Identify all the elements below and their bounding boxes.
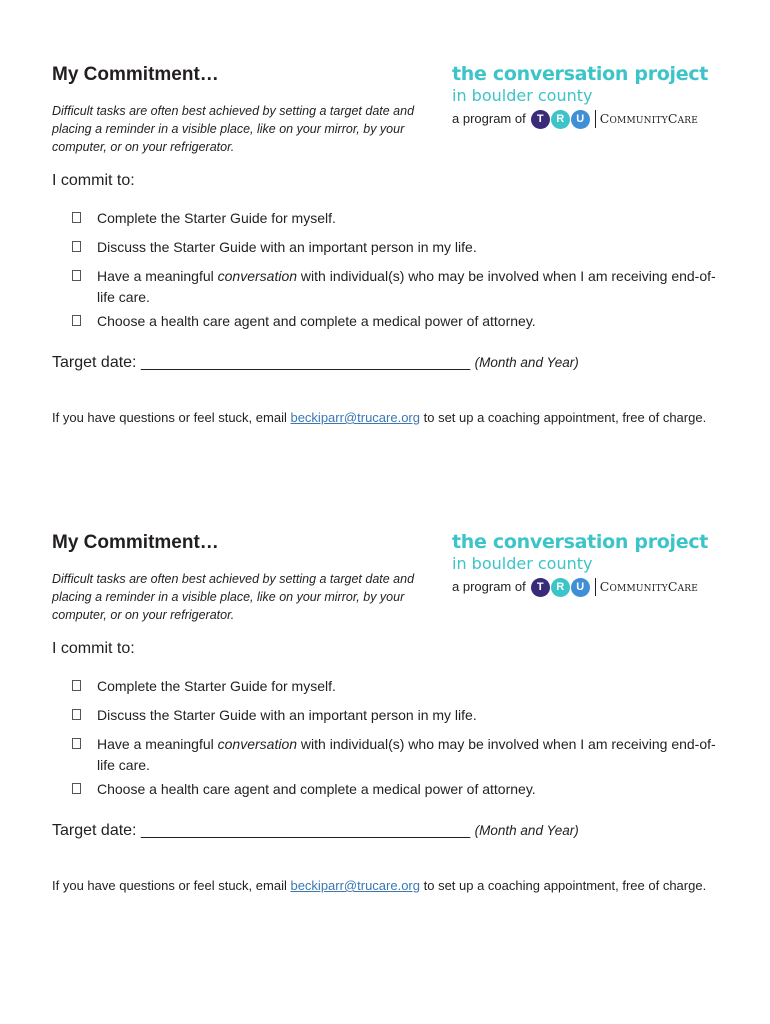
commitment-item-text: Complete the Starter Guide for myself.	[97, 210, 336, 226]
tru-badge-t-icon: T	[531, 110, 550, 129]
section-title: My Commitment…	[52, 64, 219, 85]
commitment-item	[72, 208, 722, 229]
section-title: My Commitment…	[52, 532, 219, 553]
checkbox-icon[interactable]	[72, 212, 81, 223]
intro-text: Difficult tasks are often best achieved by setting a target date and placing a reminder in a visible place, like on your mirror, by your computer, or on your refrigerator.	[52, 104, 415, 154]
contact-line	[52, 878, 706, 893]
target-date-label: Target date:	[52, 354, 137, 371]
commitment-item	[72, 705, 722, 726]
conversation-project-logo	[452, 62, 752, 129]
logo-title: the conversation project	[452, 531, 709, 553]
logo-subtitle: in boulder county	[452, 554, 593, 573]
intro-text: Difficult tasks are often best achieved by setting a target date and placing a reminder in a visible place, like on your mirror, by your computer, or on your refrigerator.	[52, 572, 415, 622]
commitment-item-text: Have a meaningful	[97, 268, 218, 284]
commitment-item	[72, 237, 722, 258]
tru-badge-r-icon: R	[551, 578, 570, 597]
commit-heading: I commit to:	[52, 172, 135, 189]
contact-text-rest: to set up a coaching appointment, free of charge.	[420, 410, 707, 425]
logo-program-prefix: a program of	[452, 579, 526, 594]
target-date-blank[interactable]: _____________________________________	[140, 354, 471, 371]
commitment-list	[72, 676, 722, 800]
tru-badge-t-icon: T	[531, 578, 550, 597]
commitment-item-text: Choose a health care agent and complete a medical power of attorney.	[97, 781, 536, 797]
target-date-row	[52, 822, 579, 840]
contact-text: If you have questions or feel stuck, email	[52, 410, 291, 425]
contact-text-rest: to set up a coaching appointment, free of charge.	[420, 878, 707, 893]
commitment-item	[72, 734, 722, 776]
logo-title: the conversation project	[452, 63, 709, 85]
commitment-item-text: Discuss the Starter Guide with an important person in my life.	[97, 239, 477, 255]
logo-divider	[595, 110, 596, 128]
logo-program-line	[452, 577, 752, 597]
commitment-item-emphasis: conversation	[217, 736, 298, 752]
commitment-item-text-rest: with individual(s) who may be involved when I am receiving end-of-life care.	[97, 736, 716, 773]
logo-program-prefix: a program of	[452, 111, 526, 126]
target-date-blank[interactable]: _____________________________________	[140, 822, 471, 839]
commitment-item	[72, 311, 722, 332]
commitment-item-text: Complete the Starter Guide for myself.	[97, 678, 336, 694]
commit-heading: I commit to:	[52, 640, 135, 657]
logo-partner: CommunityCare	[599, 111, 699, 126]
logo-partner: CommunityCare	[599, 579, 699, 594]
commitment-item-text-rest: with individual(s) who may be involved when I am receiving end-of-life care.	[97, 268, 716, 305]
commitment-item-text: Have a meaningful	[97, 736, 218, 752]
checkbox-icon[interactable]	[72, 315, 81, 326]
logo-divider	[595, 578, 596, 596]
checkbox-icon[interactable]	[72, 680, 81, 691]
checkbox-icon[interactable]	[72, 783, 81, 794]
commitment-item-text: Discuss the Starter Guide with an important person in my life.	[97, 707, 477, 723]
commitment-list	[72, 208, 722, 332]
target-date-row	[52, 354, 579, 372]
contact-text: If you have questions or feel stuck, email	[52, 878, 291, 893]
target-date-label: Target date:	[52, 822, 137, 839]
commitment-item	[72, 779, 722, 800]
commitment-item-text: Choose a health care agent and complete a medical power of attorney.	[97, 313, 536, 329]
contact-email-link[interactable]: beckiparr@trucare.org	[290, 410, 420, 425]
contact-line	[52, 410, 706, 425]
target-date-hint: (Month and Year)	[474, 823, 579, 838]
checkbox-icon[interactable]	[72, 241, 81, 252]
tru-badge-u-icon: U	[571, 578, 590, 597]
tru-badge-u-icon: U	[571, 110, 590, 129]
checkbox-icon[interactable]	[72, 709, 81, 720]
checkbox-icon[interactable]	[72, 270, 81, 281]
commitment-item	[72, 676, 722, 697]
contact-email-link[interactable]: beckiparr@trucare.org	[290, 878, 420, 893]
commitment-item-emphasis: conversation	[217, 268, 298, 284]
logo-program-line	[452, 109, 752, 129]
commitment-section-1	[0, 0, 770, 460]
target-date-hint: (Month and Year)	[474, 355, 579, 370]
tru-badge-r-icon: R	[551, 110, 570, 129]
logo-subtitle: in boulder county	[452, 86, 593, 105]
checkbox-icon[interactable]	[72, 738, 81, 749]
conversation-project-logo	[452, 530, 752, 597]
commitment-item	[72, 266, 722, 308]
commitment-section-2	[0, 468, 770, 928]
